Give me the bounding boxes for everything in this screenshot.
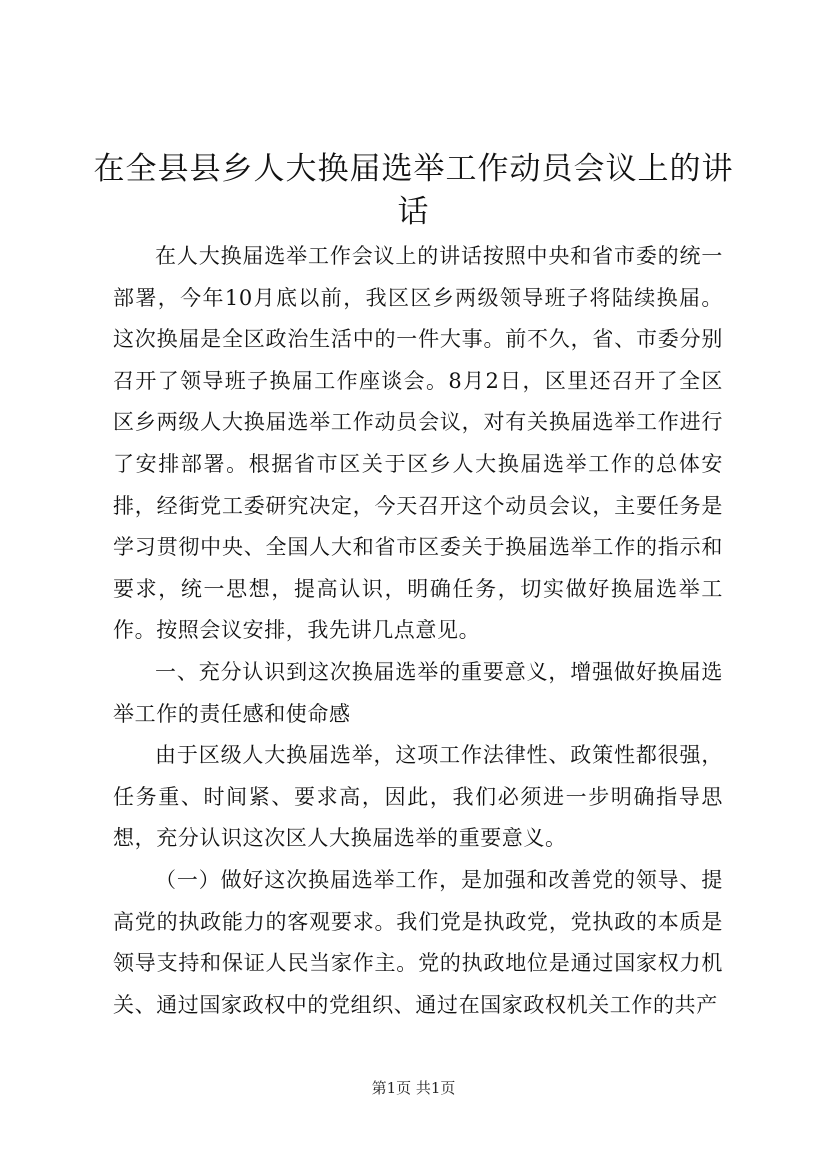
- document-title-line-2: 话: [397, 194, 430, 230]
- page-footer: 第1页 共1页: [371, 1079, 456, 1097]
- document-title-line-1: 在全县县乡人大换届选举工作动员会议上的讲: [93, 151, 734, 187]
- paragraph-intro: 在人大换届选举工作会议上的讲话按照中央和省市委的统一部署，今年10月底以前，我区区乡两级领导班子将陆续换届。这次换届是全区政治生活中的一件大事。前不久，省、市委分别召开了领导班子换届工作座谈会。8月2日，区里还召开了全区区乡两级人大换届选举工作动员会议，对有关换届选举工作进行了安排部署。根据省市区关于区乡人大换届选举工作的总体安排，经街党工委研究决定，今天召开这个动员会议，主要任务是学习贯彻中央、全国人大和省市区委关于换届选举工作的指示和要求，统一思想，提高认识，明确任务，切实做好换届选举工作。按照会议安排，我先讲几点意见。: [113, 244, 723, 643]
- paragraph-guidance: 由于区级人大换届选举，这项工作法律性、政策性都很强，任务重、时间紧、要求高，因此，我们必须进一步明确指导思想，充分认识这次区人大换届选举的重要意义。: [113, 743, 723, 851]
- paragraph-point-1: （一）做好这次换届选举工作，是加强和改善党的领导、提高党的执政能力的客观要求。我们党是执政党，党执政的本质是领导支持和保证人民当家作主。党的执政地位是通过国家权力机关、通过国家政权中的党组织、通过在国家政权机关工作的共产: [113, 867, 723, 1017]
- paragraph-section-heading-1: 一、充分认识到这次换届选举的重要意义，增强做好换届选举工作的责任感和使命感: [113, 659, 723, 726]
- document-body: [113, 236, 723, 1026]
